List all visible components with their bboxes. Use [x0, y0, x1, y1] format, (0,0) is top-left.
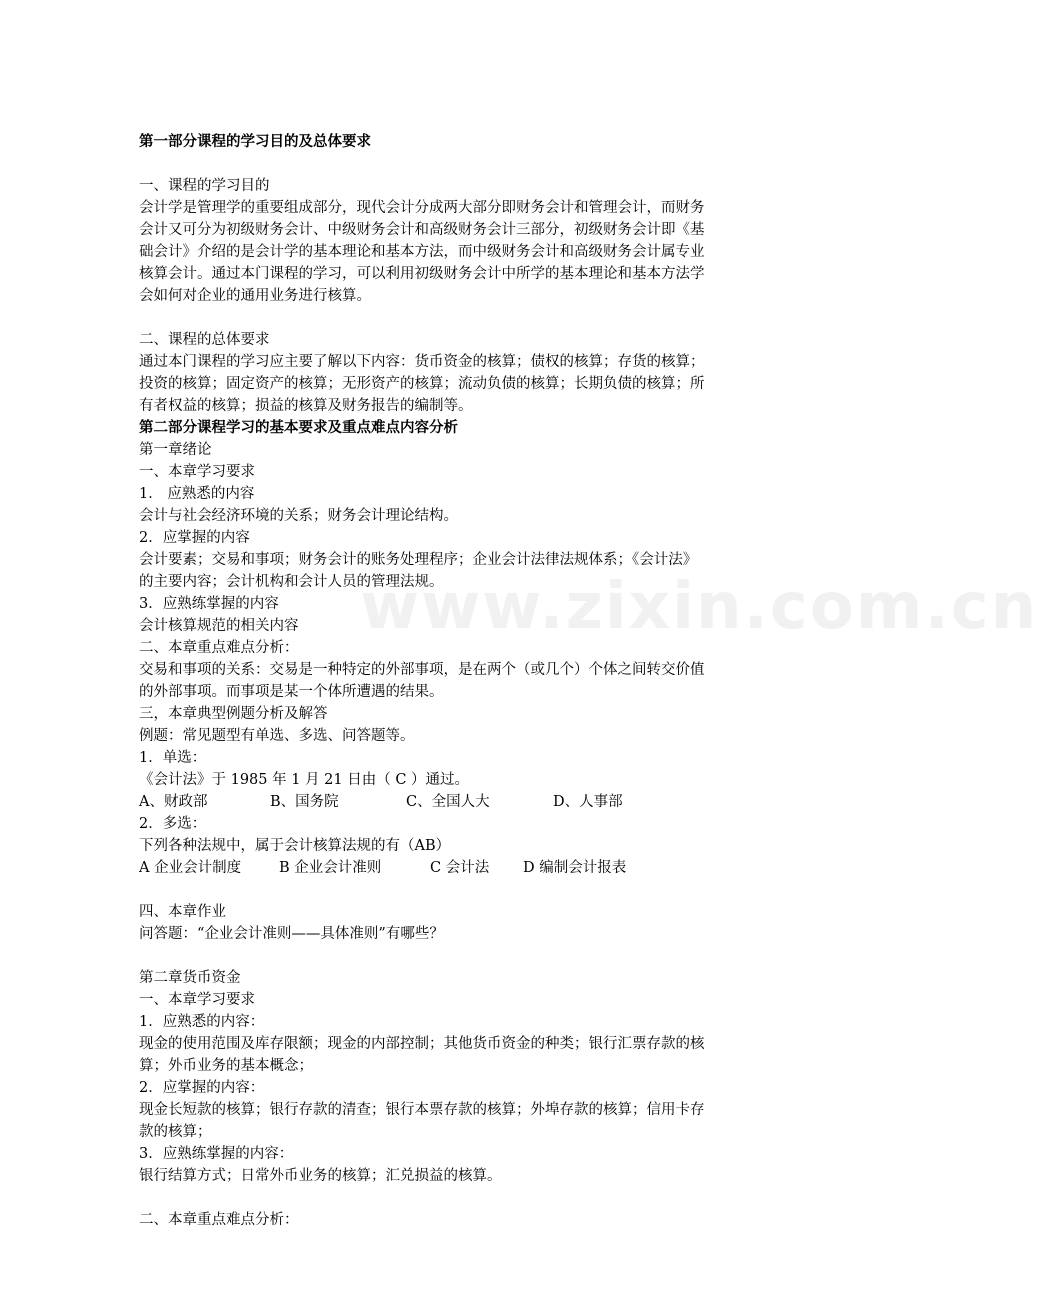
document-body [139, 131, 784, 1231]
paragraph-line: 会计又可分为初级财务会计、中级财务会计和高级财务会计三部分，初级财务会计即《基 [139, 222, 705, 238]
paragraph-line: 银行结算方式；日常外币业务的核算；汇兑损益的核算。 [139, 1168, 502, 1184]
watermark-text: www.zixin.com.cn [360, 570, 1038, 644]
section-heading: 一、课程的学习目的 [139, 178, 270, 194]
section-heading: 三，本章典型例题分析及解答 [139, 706, 328, 722]
subsection-heading: 3．应熟练掌握的内容： [139, 1146, 294, 1162]
paragraph-line: 的主要内容；会计机构和会计人员的管理法规。 [139, 574, 444, 590]
paragraph-line: 会计与社会经济环境的关系；财务会计理论结构。 [139, 508, 458, 524]
subsection-heading: 2．应掌握的内容 [139, 530, 250, 546]
subsection-heading: 3．应熟练掌握的内容 [139, 596, 279, 612]
paragraph-line: 投资的核算；固定资产的核算；无形资产的核算；流动负债的核算；长期负债的核算；所 [139, 376, 705, 392]
section-heading: 四、本章作业 [139, 904, 226, 920]
single-choice-options [139, 791, 784, 813]
option-b: B 企业会计准则 [279, 860, 382, 876]
option-c: C、全国人大 [406, 794, 490, 810]
paragraph-line: 现金的使用范围及库存限额；现金的内部控制；其他货币资金的种类；银行汇票存款的核 [139, 1036, 705, 1052]
option-d: D 编制会计报表 [523, 860, 627, 876]
paragraph-line: 通过本门课程的学习应主要了解以下内容：货币资金的核算；债权的核算；存货的核算； [139, 354, 705, 370]
option-b: B、国务院 [270, 794, 339, 810]
paragraph-line: 会计核算规范的相关内容 [139, 618, 299, 634]
section-heading: 一、本章学习要求 [139, 464, 255, 480]
subsection-heading: 1． 应熟悉的内容 [139, 486, 255, 502]
paragraph-line: 础会计》介绍的是会计学的基本理论和基本方法，而中级财务会计和高级财务会计属专业 [139, 244, 705, 260]
question-type-label: 2．多选： [139, 816, 207, 832]
chapter-title: 第一章绪论 [139, 442, 212, 458]
paragraph-line: 算；外币业务的基本概念； [139, 1058, 313, 1074]
section-heading: 二、课程的总体要求 [139, 332, 270, 348]
spacer [139, 1187, 784, 1209]
part2-title: 第二部分课程学习的基本要求及重点难点内容分析 [139, 419, 458, 436]
paragraph-line: 的外部事项。而事项是某一个体所遭遇的结果。 [139, 684, 444, 700]
spacer [139, 879, 784, 901]
part1-title: 第一部分课程的学习目的及总体要求 [139, 133, 371, 150]
paragraph-line: 交易和事项的关系：交易是一种特定的外部事项，是在两个（或几个）个体之间转交价值 [139, 662, 705, 678]
question-text: 《会计法》于 1985 年 1 月 21 日由（ C ）通过。 [139, 772, 470, 788]
chapter-title: 第二章货币资金 [139, 970, 241, 986]
option-d: D、人事部 [553, 794, 623, 810]
option-a: A、财政部 [139, 794, 208, 810]
paragraph-line: 会计要素；交易和事项；财务会计的账务处理程序；企业会计法律法规体系；《会计法》 [139, 552, 698, 568]
spacer [139, 153, 784, 175]
paragraph-line: 会计学是管理学的重要组成部分，现代会计分成两大部分即财务会计和管理会计，而财务 [139, 200, 705, 216]
question-type-label: 1．单选： [139, 750, 207, 766]
spacer [139, 945, 784, 967]
spacer [139, 307, 784, 329]
subsection-heading: 1．应熟悉的内容： [139, 1014, 265, 1030]
option-c: C 会计法 [430, 860, 490, 876]
paragraph-line: 有者权益的核算；损益的核算及财务报告的编制等。 [139, 398, 473, 414]
paragraph-line: 问答题：“企业会计准则——具体准则”有哪些？ [139, 926, 444, 942]
paragraph-line: 例题：常见题型有单选、多选、问答题等。 [139, 728, 415, 744]
paragraph-line: 会如何对企业的通用业务进行核算。 [139, 288, 371, 304]
question-text: 下列各种法规中，属于会计核算法规的有（AB） [139, 838, 451, 854]
paragraph-line: 现金长短款的核算；银行存款的清查；银行本票存款的核算；外埠存款的核算；信用卡存 [139, 1102, 705, 1118]
option-a: A 企业会计制度 [139, 860, 242, 876]
subsection-heading: 2．应掌握的内容： [139, 1080, 265, 1096]
paragraph-line: 款的核算； [139, 1124, 212, 1140]
multi-choice-options [139, 857, 784, 879]
section-heading: 一、本章学习要求 [139, 992, 255, 1008]
section-heading: 二、本章重点难点分析： [139, 1212, 299, 1228]
section-heading: 二、本章重点难点分析： [139, 640, 299, 656]
paragraph-line: 核算会计。通过本门课程的学习，可以利用初级财务会计中所学的基本理论和基本方法学 [139, 266, 705, 282]
